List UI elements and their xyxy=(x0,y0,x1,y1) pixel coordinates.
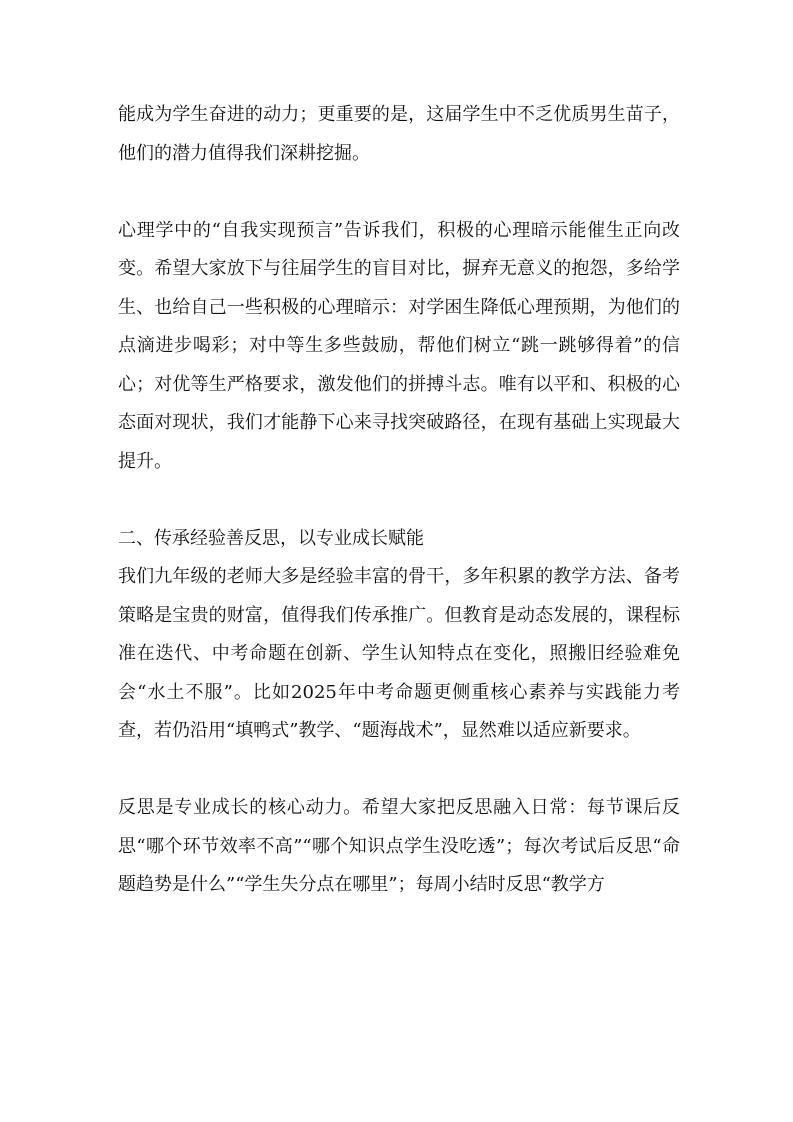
paragraph-spacer xyxy=(118,173,680,212)
document-body xyxy=(118,96,680,905)
paragraph-spacer xyxy=(118,481,680,520)
section-heading: 二、传承经验善反思，以专业成长赋能 xyxy=(118,527,424,549)
paragraph-psychology: 心理学中的“自我实现预言”告诉我们，积极的心理暗示能催生正向改变。希望大家放下与往届学生的盲目对比，摒弃无意义的抱怨，多给学生、也给自己一些积极的心理暗示：对学困生降低心理预期，为他们的点滴进步喝彩；对中等生多些鼓励，帮他们树立“跳一跳够得着”的信心；对优等生严格要求，激发他们的拼搏斗志。唯有以平和、积极的心态面对现状，我们才能静下心来寻找突破路径，在现有基础上实现最大提升。 xyxy=(118,219,680,472)
paragraph-spacer xyxy=(118,751,680,790)
paragraph-experience: 我们九年级的老师大多是经验丰富的骨干，多年积累的教学方法、备考策略是宝贵的财富，值得我们传承推广。但教育是动态发展的，课程标准在迭代、中考命题在创新、学生认知特点在变化，照搬旧经验难免会“水土不服”。比如2025年中考命题更侧重核心素养与实践能力考查，若仍沿用“填鸭式”教学、“题海战术”，显然难以适应新要求。 xyxy=(118,566,680,741)
paragraph-motivation: 能成为学生奋进的动力；更重要的是，这届学生中不乏优质男生苗子，他们的潜力值得我们深耕挖掘。 xyxy=(118,104,680,164)
paragraph-reflection: 反思是专业成长的核心动力。希望大家把反思融入日常：每节课后反思“哪个环节效率不高”“哪个知识点学生没吃透”；每次考试后反思“命题趋势是什么”“学生失分点在哪里”；每周小结时反思“教学方 xyxy=(118,797,680,895)
